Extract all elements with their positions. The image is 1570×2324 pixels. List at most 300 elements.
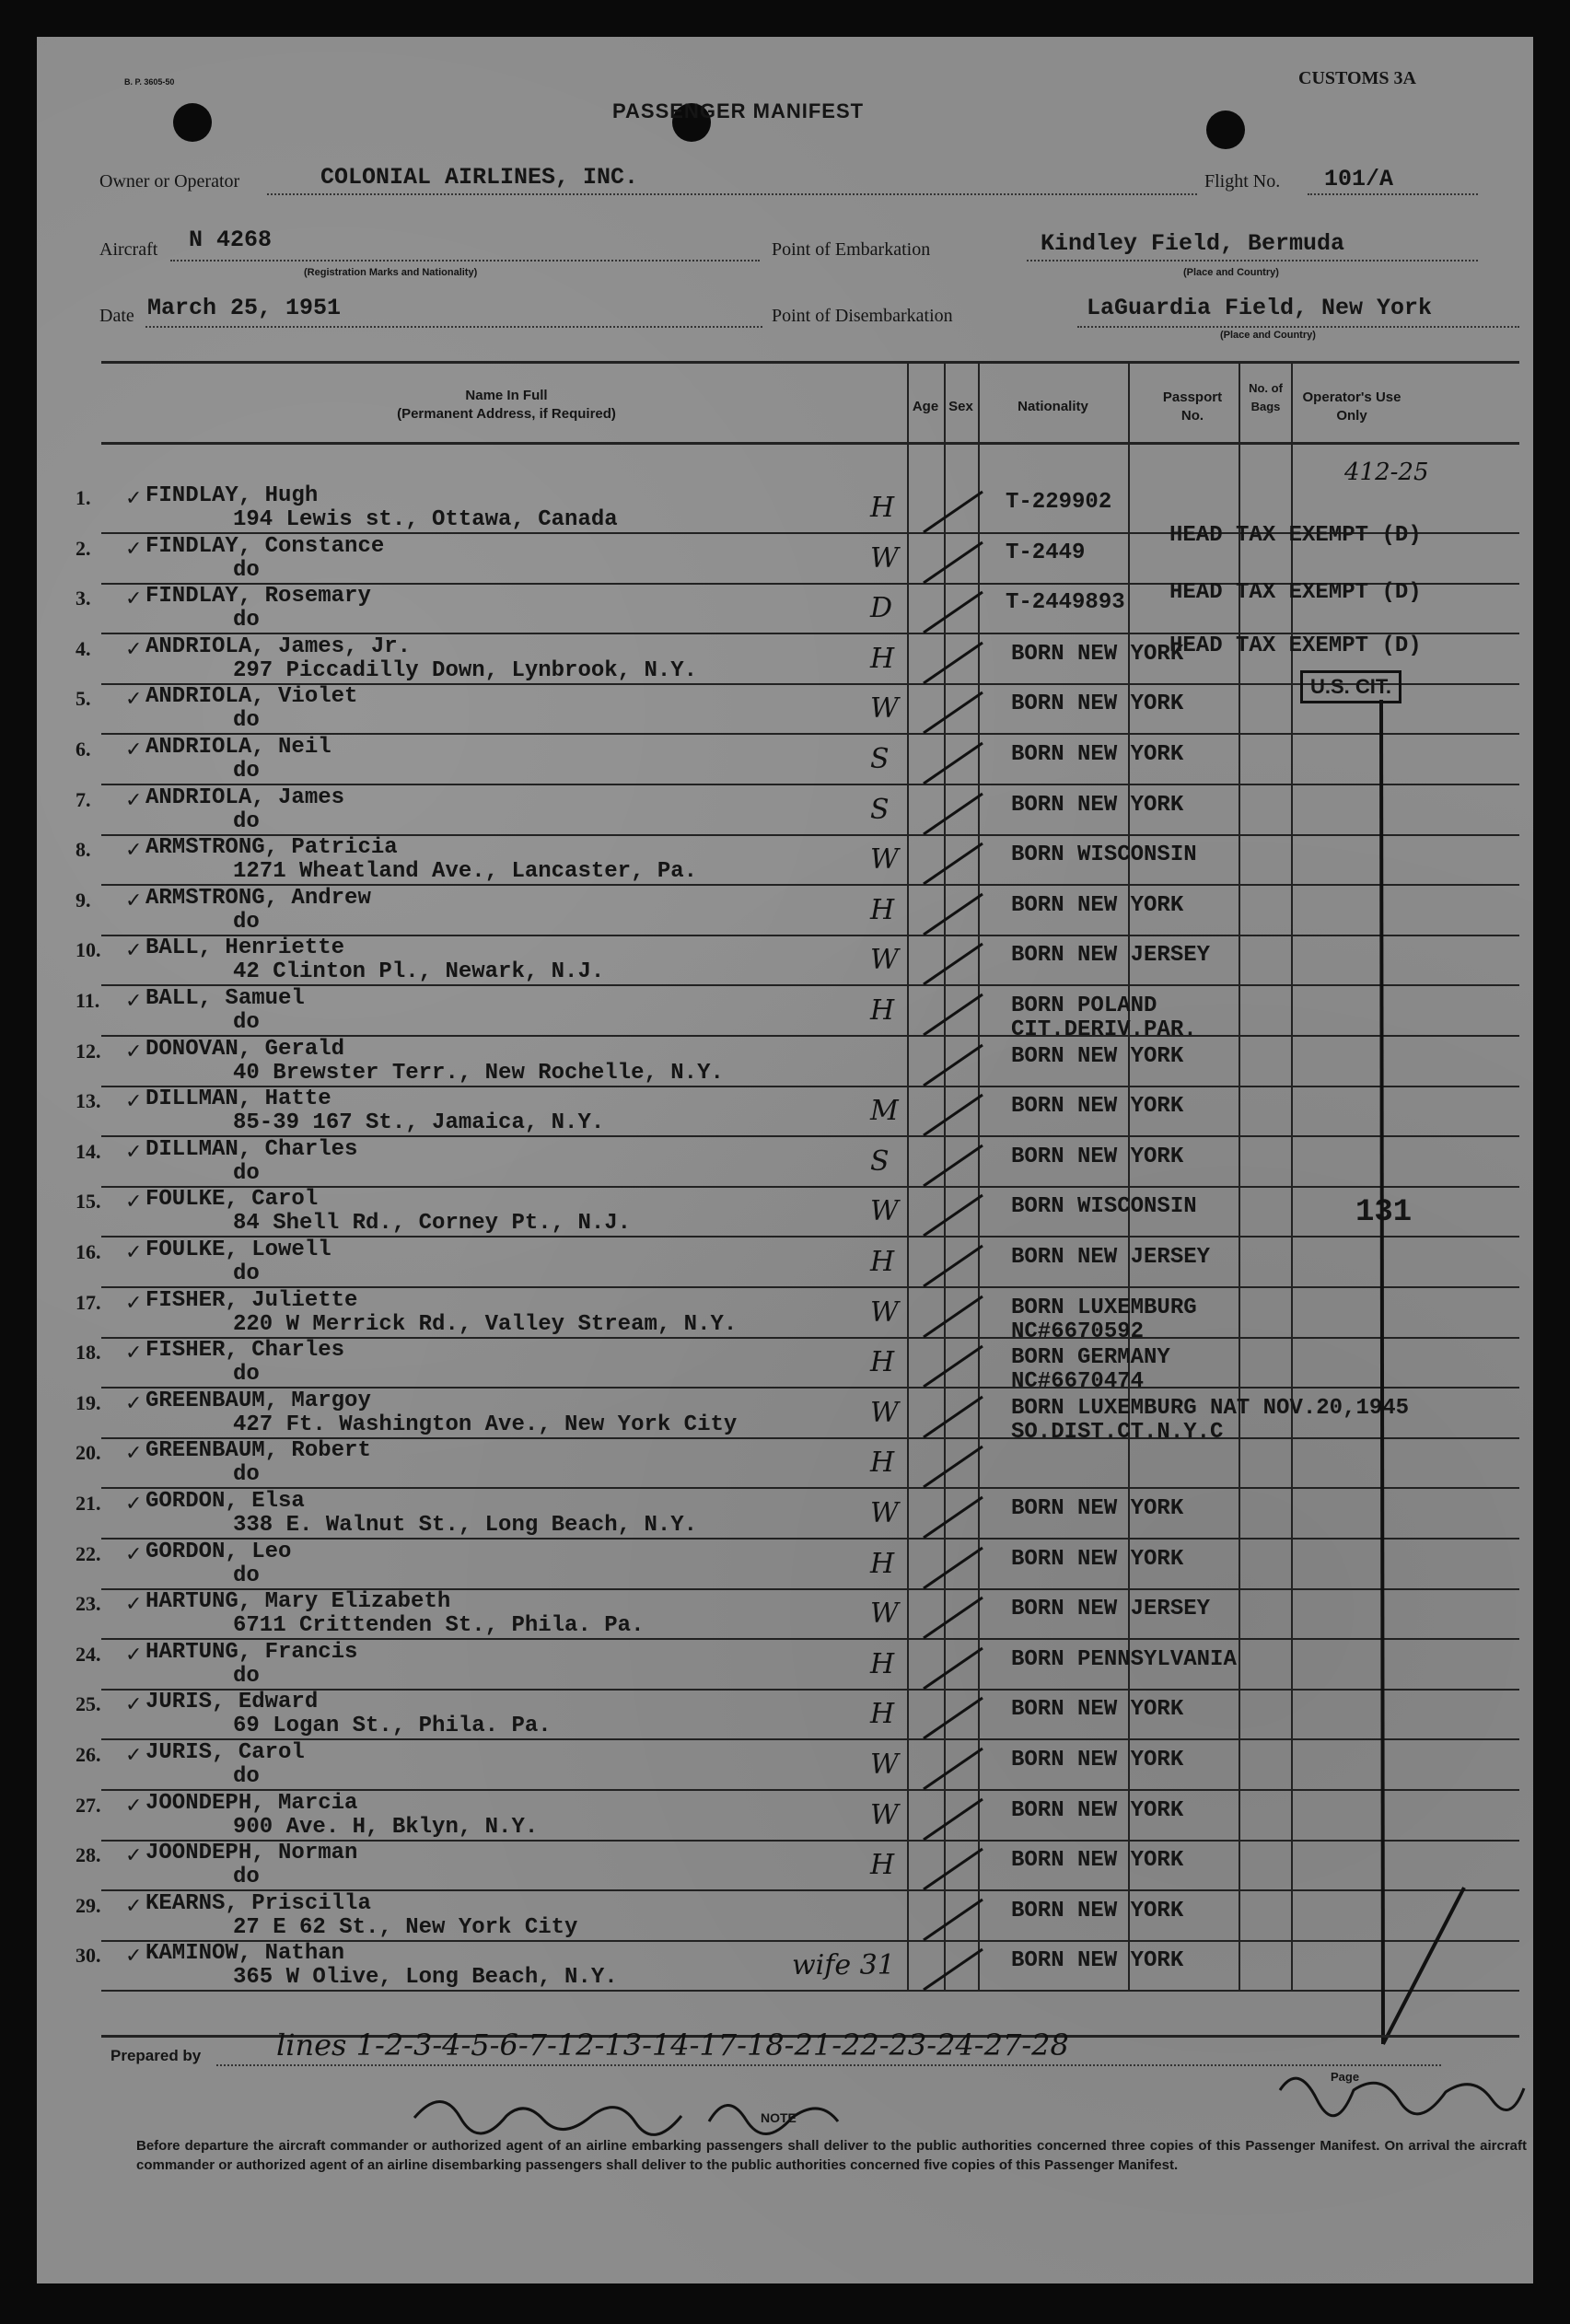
passenger-entry: [145, 1289, 737, 1337]
passenger-address: 220 W Merrick Rd., Valley Stream, N.Y.: [233, 1311, 738, 1337]
row-number: 26.: [76, 1743, 101, 1766]
passenger-address: do: [233, 1160, 260, 1186]
nationality-line1: BORN NEW YORK: [1011, 1848, 1184, 1874]
passenger-address: 6711 Crittenden St., Phila. Pa.: [233, 1613, 645, 1639]
row-number: 9.: [76, 888, 91, 912]
punch-hole-left: [173, 103, 212, 142]
check-mark-icon: ✓: [125, 1441, 143, 1465]
relation-mark: W: [870, 843, 899, 877]
relation-mark: H: [870, 994, 895, 1027]
nationality-line1: BORN NEW YORK: [1011, 1948, 1184, 1974]
passenger-address: 84 Shell Rd., Corney Pt., N.J.: [233, 1211, 632, 1237]
manifest-page: [37, 37, 1533, 2283]
passenger-address: 40 Brewster Terr., New Rochelle, N.Y.: [233, 1060, 724, 1086]
passenger-name: FINDLAY, Rosemary: [145, 584, 371, 610]
row-number: 24.: [76, 1642, 101, 1666]
tick-stroke: [916, 1842, 990, 1897]
col-header-operator: Operator's Use Only: [1302, 389, 1401, 424]
nationality-line1: BORN NEW JERSEY: [1011, 1245, 1211, 1270]
passenger-address: 85-39 167 St., Jamaica, N.Y.: [233, 1110, 605, 1136]
nationality-line1: BORN LUXEMBURG: [1011, 1295, 1197, 1320]
nationality-cell: [1011, 743, 1183, 767]
passenger-address: 338 E. Walnut St., Long Beach, N.Y.: [233, 1513, 698, 1538]
check-mark-icon: ✓: [125, 1290, 143, 1314]
passenger-name: GORDON, Elsa: [145, 1489, 305, 1514]
passenger-address: 27 E 62 St., New York City: [233, 1914, 578, 1940]
nationality-line1: BORN NEW YORK: [1011, 1697, 1184, 1723]
relation-mark: W: [870, 1497, 899, 1529]
nationality-cell: [1011, 843, 1197, 867]
nationality-cell: [1011, 1900, 1183, 1923]
check-mark-icon: ✓: [125, 888, 143, 912]
passenger-entry: [145, 1942, 618, 1990]
head-tax-note-1: HEAD TAX EXEMPT (D): [1169, 523, 1422, 548]
nationality-cell: [1011, 1296, 1197, 1344]
passenger-entry: [145, 1038, 724, 1086]
tick-stroke: [916, 836, 990, 891]
relation-mark: H: [870, 1246, 895, 1278]
passenger-entry: [145, 936, 604, 984]
nationality-cell: [1011, 794, 1183, 818]
passenger-address: 42 Clinton Pl., Newark, N.J.: [233, 959, 605, 985]
passenger-address: do: [233, 1462, 260, 1488]
note-label: NOTE: [761, 2110, 797, 2125]
passenger-entry: [145, 1691, 552, 1738]
nationality-line2: CIT.DERIV.PAR.: [1011, 1017, 1197, 1042]
head-tax-note-2: HEAD TAX EXEMPT (D): [1169, 580, 1422, 605]
passenger-entry: [145, 1590, 644, 1638]
passport-number: T-2449: [1006, 540, 1086, 565]
passenger-address: do: [233, 1663, 260, 1689]
relation-mark: H: [870, 1447, 895, 1480]
lines-note: lines 1-2-3-4-5-6-7-12-13-14-17-18-21-22-23-24-27-28: [276, 2028, 1069, 2063]
check-mark-icon: ✓: [125, 1139, 143, 1163]
aircraft-sublabel: (Registration Marks and Nationality): [304, 267, 478, 278]
row-number: 19.: [76, 1390, 101, 1414]
relation-mark: H: [870, 1849, 895, 1882]
row-number: 13.: [76, 1089, 101, 1113]
tick-stroke: [916, 1641, 990, 1696]
nationality-line1: BORN NEW YORK: [1011, 742, 1184, 767]
customs-form-number: CUSTOMS 3A: [1298, 68, 1416, 88]
row-number: 17.: [76, 1290, 101, 1314]
col-divider-operator: [1291, 361, 1293, 1991]
owner-underline: [267, 193, 1197, 195]
passenger-entry: [145, 1238, 331, 1286]
passenger-address: do: [233, 1362, 260, 1388]
passenger-name: ARMSTRONG, Patricia: [145, 835, 398, 861]
passenger-address: do: [233, 557, 260, 583]
passenger-address: 427 Ft. Washington Ave., New York City: [233, 1412, 738, 1437]
row-number: 29.: [76, 1893, 101, 1917]
check-mark-icon: ✓: [125, 838, 143, 862]
disembark-underline: [1077, 326, 1519, 328]
owner-value: COLONIAL AIRLINES, INC.: [320, 164, 639, 191]
relation-mark: W: [870, 1798, 899, 1831]
check-mark-icon: ✓: [125, 587, 143, 610]
punch-hole-right: [1206, 110, 1245, 149]
nationality-cell: [1011, 1548, 1183, 1572]
passenger-name: FISHER, Charles: [145, 1338, 345, 1364]
passenger-entry: [145, 736, 331, 784]
tick-stroke: [916, 887, 990, 942]
passenger-entry: [145, 1792, 538, 1840]
passenger-entry: [145, 1087, 604, 1135]
check-mark-icon: ✓: [125, 938, 143, 962]
passport-number: T-229902: [1006, 490, 1112, 515]
passenger-name: ANDRIOLA, James, Jr.: [145, 633, 412, 659]
check-mark-icon: ✓: [125, 989, 143, 1012]
passenger-name: GREENBAUM, Robert: [145, 1438, 371, 1464]
tick-stroke: [916, 685, 990, 740]
check-mark-icon: ✓: [125, 1893, 143, 1917]
passenger-entry: [145, 887, 371, 935]
passenger-entry: [145, 1188, 631, 1236]
relation-mark: W: [870, 1296, 899, 1329]
check-mark-icon: ✓: [125, 1541, 143, 1565]
col-header-name-line2: (Permanent Address, if Required): [397, 406, 616, 422]
passenger-address: do: [233, 808, 260, 834]
nationality-line1: BORN LUXEMBURG NAT NOV.20,1945: [1011, 1395, 1410, 1421]
nationality-cell: [1011, 1698, 1183, 1722]
nationality-line1: BORN NEW YORK: [1011, 892, 1184, 918]
relation-mark: W: [870, 1396, 899, 1429]
passenger-name: DILLMAN, Charles: [145, 1136, 358, 1162]
passenger-name: ANDRIOLA, James: [145, 784, 345, 810]
row-number: 18.: [76, 1341, 101, 1365]
owner-label: Owner or Operator: [99, 171, 240, 192]
flight-underline: [1308, 193, 1478, 195]
passenger-address: 194 Lewis st., Ottawa, Canada: [233, 507, 618, 532]
passenger-entry: [145, 585, 371, 633]
check-mark-icon: ✓: [125, 1692, 143, 1716]
col-header-age: Age: [912, 399, 939, 414]
relation-mark: H: [870, 1346, 895, 1379]
nationality-line1: BORN NEW YORK: [1011, 1144, 1184, 1169]
passenger-address: 900 Ave. H, Bklyn, N.Y.: [233, 1814, 539, 1840]
passenger-name: FOULKE, Lowell: [145, 1238, 331, 1262]
nationality-line2: NC#6670592: [1011, 1319, 1145, 1344]
col-header-name-line1: Name In Full: [465, 388, 548, 403]
tick-stroke: [916, 635, 990, 691]
us-citizen-stamp: U.S. CIT.: [1300, 670, 1401, 703]
tick-stroke: [916, 1289, 990, 1344]
relation-mark: W: [870, 1749, 899, 1781]
tick-stroke: [916, 1792, 990, 1847]
passenger-name: DONOVAN, Gerald: [145, 1036, 345, 1062]
tick-stroke: [916, 1389, 990, 1445]
relation-mark: S: [870, 793, 890, 826]
passenger-entry: [145, 1389, 737, 1437]
row-number: 15.: [76, 1190, 101, 1214]
row-number: 30.: [76, 1944, 101, 1968]
tick-stroke: [916, 1490, 990, 1545]
tick-stroke: [916, 1892, 990, 1947]
nationality-cell: [1011, 1145, 1183, 1169]
tick-stroke: [916, 1540, 990, 1596]
tick-stroke: [916, 1741, 990, 1796]
check-mark-icon: ✓: [125, 1944, 143, 1968]
passenger-entry: [145, 1138, 357, 1186]
relation-mark: W: [870, 541, 899, 575]
passenger-entry: [145, 1339, 344, 1387]
passenger-address: 365 W Olive, Long Beach, N.Y.: [233, 1965, 618, 1991]
passenger-entry: [145, 1540, 291, 1588]
col-header-bags: No. of Bags: [1249, 381, 1283, 413]
row-number: 12.: [76, 1039, 101, 1063]
row-number: 14.: [76, 1139, 101, 1163]
nationality-line1: BORN NEW YORK: [1011, 1748, 1184, 1772]
relation-mark: W: [870, 1598, 899, 1631]
nationality-cell: [1011, 1949, 1183, 1973]
nationality-cell: [1011, 944, 1210, 968]
passenger-name: ANDRIOLA, Neil: [145, 735, 331, 760]
embark-value: Kindley Field, Bermuda: [1041, 230, 1345, 257]
nationality-line1: BORN NEW JERSEY: [1011, 943, 1211, 969]
passenger-address: 297 Piccadilly Down, Lynbrook, N.Y.: [233, 657, 698, 683]
tick-stroke: [916, 987, 990, 1042]
passenger-name: FINDLAY, Hugh: [145, 483, 319, 508]
check-mark-icon: ✓: [125, 1089, 143, 1113]
nationality-cell: [1011, 1095, 1183, 1119]
relation-mark: W: [870, 1195, 899, 1228]
row-number: 22.: [76, 1541, 101, 1565]
nationality-line1: BORN NEW JERSEY: [1011, 1597, 1211, 1622]
tick-stroke: [916, 1691, 990, 1746]
relation-mark: S: [870, 1145, 890, 1178]
passenger-address: do: [233, 1865, 260, 1890]
tick-stroke: [916, 535, 990, 590]
passenger-address: do: [233, 1010, 260, 1035]
check-mark-icon: ✓: [125, 1843, 143, 1867]
nationality-cell: [1011, 1246, 1210, 1270]
passenger-address: do: [233, 909, 260, 935]
tick-stroke: [916, 1038, 990, 1093]
row-number: 28.: [76, 1843, 101, 1867]
passenger-name: BALL, Samuel: [145, 986, 305, 1011]
prepared-underline: [216, 2064, 1441, 2066]
nationality-line1: BORN NEW YORK: [1011, 1546, 1184, 1572]
form-code: B. P. 3605-50: [124, 77, 175, 87]
row-number: 1.: [76, 486, 91, 509]
nationality-line1: BORN NEW YORK: [1011, 1043, 1184, 1069]
passenger-entry: [145, 635, 697, 683]
check-mark-icon: ✓: [125, 636, 143, 660]
passenger-entry: [145, 685, 357, 733]
handwritten-signature-right: [1271, 2063, 1529, 2118]
nationality-line1: BORN GERMANY: [1011, 1345, 1170, 1371]
passenger-name: JURIS, Carol: [145, 1740, 305, 1765]
relation-mark: H: [870, 1698, 895, 1731]
passenger-entry: [145, 1892, 577, 1940]
nationality-cell: [1011, 1749, 1183, 1772]
nationality-line1: BORN WISCONSIN: [1011, 842, 1197, 868]
nationality-line1: BORN NEW YORK: [1011, 1094, 1184, 1120]
passenger-address: 69 Logan St., Phila. Pa.: [233, 1714, 552, 1739]
nationality-cell: [1011, 894, 1183, 918]
nationality-cell: [1011, 1648, 1237, 1672]
col-divider-bags: [1239, 361, 1240, 1991]
tick-stroke: [916, 1339, 990, 1394]
check-mark-icon: ✓: [125, 1341, 143, 1365]
passenger-address: do: [233, 1261, 260, 1286]
embark-sublabel: (Place and Country): [1183, 267, 1279, 278]
check-mark-icon: ✓: [125, 1039, 143, 1063]
col-divider-passport: [1128, 361, 1130, 1991]
nationality-cell: [1011, 1799, 1183, 1823]
check-mark-icon: ✓: [125, 536, 143, 560]
relation-mark: H: [870, 642, 895, 675]
operator-annotation: 412-25: [1344, 459, 1429, 486]
row-number: 16.: [76, 1240, 101, 1263]
tick-stroke: [916, 1238, 990, 1294]
check-mark-icon: ✓: [125, 787, 143, 811]
relation-mark: W: [870, 944, 899, 977]
passenger-entry: [145, 987, 305, 1035]
passenger-address: do: [233, 1764, 260, 1789]
row-number: 27.: [76, 1793, 101, 1817]
check-mark-icon: ✓: [125, 1592, 143, 1616]
passenger-name: HARTUNG, Francis: [145, 1639, 358, 1665]
row-number: 25.: [76, 1692, 101, 1716]
relation-mark: H: [870, 1647, 895, 1680]
passenger-name: FISHER, Juliette: [145, 1287, 358, 1313]
passenger-entry: [145, 1439, 371, 1487]
passenger-address: do: [233, 759, 260, 784]
passenger-address: 1271 Wheatland Ave., Lancaster, Pa.: [233, 859, 698, 885]
nationality-cell: [1011, 1195, 1197, 1219]
tick-stroke: [916, 1087, 990, 1143]
row-number: 7.: [76, 787, 91, 811]
passenger-name: JURIS, Edward: [145, 1690, 319, 1715]
passenger-entry: [145, 1741, 305, 1789]
passenger-entry: [145, 1842, 357, 1889]
relation-mark: wife 31: [792, 1949, 895, 1982]
check-mark-icon: ✓: [125, 1190, 143, 1214]
nationality-line1: BORN NEW YORK: [1011, 792, 1184, 818]
passenger-entry: [145, 786, 344, 834]
passenger-entry: [145, 1641, 357, 1689]
nationality-cell: [1011, 994, 1197, 1042]
passenger-name: GREENBAUM, Margoy: [145, 1388, 371, 1413]
nationality-cell: [1011, 1346, 1170, 1394]
passenger-name: KAMINOW, Nathan: [145, 1941, 345, 1967]
aircraft-value: N 4268: [189, 227, 273, 253]
nationality-line1: BORN NEW YORK: [1011, 1496, 1184, 1521]
check-mark-icon: ✓: [125, 1240, 143, 1263]
check-mark-icon: ✓: [125, 1793, 143, 1817]
row-number: 21.: [76, 1492, 101, 1515]
tick-stroke: [916, 1188, 990, 1243]
row-number: 3.: [76, 587, 91, 610]
check-mark-icon: ✓: [125, 738, 143, 761]
col-header-passport: Passport No.: [1162, 389, 1223, 424]
check-mark-icon: ✓: [125, 1743, 143, 1766]
row-number: 20.: [76, 1441, 101, 1465]
passenger-name: HARTUNG, Mary Elizabeth: [145, 1589, 451, 1615]
relation-mark: M: [870, 1095, 899, 1128]
nationality-cell: [1011, 1497, 1183, 1521]
relation-mark: H: [870, 492, 895, 524]
row-number: 10.: [76, 938, 101, 962]
date-label: Date: [99, 306, 134, 326]
relation-mark: W: [870, 692, 899, 726]
nationality-line1: BORN NEW YORK: [1011, 1797, 1184, 1823]
passenger-name: DILLMAN, Hatte: [145, 1086, 331, 1112]
tick-stroke: [916, 1138, 990, 1193]
aircraft-underline: [170, 260, 760, 261]
tick-stroke: [916, 1439, 990, 1494]
relation-mark: H: [870, 893, 895, 926]
nationality-cell: [1011, 1849, 1183, 1873]
passenger-name: FINDLAY, Constance: [145, 533, 385, 559]
col-divider-age: [907, 361, 909, 1991]
passenger-address: do: [233, 608, 260, 633]
passenger-name: GORDON, Leo: [145, 1539, 292, 1564]
check-mark-icon: ✓: [125, 687, 143, 711]
tick-stroke: [916, 1942, 990, 1997]
passenger-address: do: [233, 1563, 260, 1588]
check-mark-icon: ✓: [125, 486, 143, 509]
row-number: 6.: [76, 738, 91, 761]
nationality-line2: NC#6670474: [1011, 1369, 1145, 1395]
row-number: 2.: [76, 536, 91, 560]
check-mark-icon: ✓: [125, 1642, 143, 1666]
passenger-entry: [145, 1490, 697, 1538]
col-header-sex: Sex: [948, 399, 973, 414]
passenger-entry: [145, 836, 697, 884]
passenger-entry: [145, 484, 618, 532]
note-text: Before departure the aircraft commander or authorized agent of an airline embarking passengers shall deliver to the public authorities concerned three copies of this Passenger Manifest. On arrival the aircraft commander or authorized agent of an airline disembarking passengers shall deliver to the public authorities concerned five copies of this Passenger Manifest.: [136, 2138, 1527, 2173]
check-mark-icon: ✓: [125, 1390, 143, 1414]
passenger-name: JOONDEPH, Marcia: [145, 1790, 358, 1816]
disembark-sublabel: (Place and Country): [1220, 330, 1316, 341]
col-header-nationality: Nationality: [1018, 399, 1088, 414]
row-number: 11.: [76, 989, 100, 1012]
col-header-name: [313, 387, 700, 424]
nationality-line2: SO.DIST.CT.N.Y.C: [1011, 1419, 1224, 1445]
nationality-cell: [1011, 1045, 1183, 1069]
nationality-line1: BORN POLAND: [1011, 994, 1157, 1018]
nationality-cell: [1011, 643, 1183, 667]
nationality-cell: [1011, 692, 1183, 716]
tick-stroke: [916, 1590, 990, 1645]
row-number: 23.: [76, 1592, 101, 1616]
page-label: Page: [1331, 2070, 1360, 2084]
passenger-count: 131: [1355, 1195, 1413, 1230]
passenger-name: KEARNS, Priscilla: [145, 1890, 371, 1916]
tick-stroke: [916, 585, 990, 640]
date-underline: [145, 326, 762, 328]
aircraft-label: Aircraft: [99, 239, 158, 260]
row-number: 5.: [76, 687, 91, 711]
flight-label: Flight No.: [1204, 171, 1281, 192]
table-top-border: [101, 361, 1519, 364]
row-number: 4.: [76, 636, 91, 660]
nationality-line1: BORN WISCONSIN: [1011, 1194, 1197, 1220]
embark-underline: [1027, 260, 1478, 261]
disembark-label: Point of Disembarkation: [772, 306, 953, 326]
relation-mark: S: [870, 743, 890, 775]
tick-stroke: [916, 936, 990, 992]
nationality-cell: [1011, 1598, 1210, 1621]
tick-stroke: [916, 736, 990, 791]
nationality-line1: BORN NEW YORK: [1011, 641, 1184, 667]
relation-mark: D: [870, 592, 893, 625]
flight-value: 101/A: [1324, 166, 1394, 192]
passport-number: T-2449893: [1006, 590, 1125, 616]
passenger-address: do: [233, 708, 260, 734]
